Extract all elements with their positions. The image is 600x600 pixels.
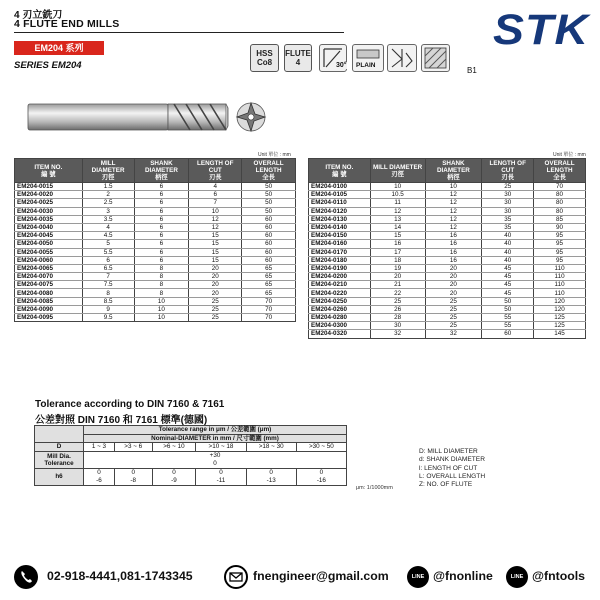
value-cell: 12: [425, 215, 482, 223]
tol-range: >18 ~ 30: [246, 443, 296, 452]
value-cell: 3.5: [82, 215, 134, 223]
material-badge: HSS Co8: [250, 44, 279, 72]
value-cell: 20: [189, 273, 242, 281]
item-number-cell: EM204-0140: [309, 223, 371, 231]
value-cell: 12: [189, 223, 242, 231]
title-divider: [14, 32, 344, 33]
item-number-cell: EM204-0095: [15, 314, 83, 322]
value-cell: 10: [134, 305, 189, 313]
table-row: [15, 281, 296, 289]
table-row: [309, 305, 586, 313]
value-cell: 50: [242, 183, 296, 191]
value-cell: 30: [482, 191, 534, 199]
tol-h6-upper: 0: [152, 468, 196, 477]
spec-table-left: [14, 158, 296, 322]
tol-h6-upper: 0: [196, 468, 246, 477]
value-cell: 40: [482, 240, 534, 248]
value-cell: 10.5: [370, 191, 425, 199]
value-cell: 60: [242, 240, 296, 248]
value-cell: 110: [534, 289, 586, 297]
item-number-cell: EM204-0180: [309, 256, 371, 264]
unit-note-left: Unit 單位 : mm: [258, 152, 291, 158]
col-header-mill-diameter: MILL DIAMETER 刃徑: [82, 159, 134, 183]
table-row: [309, 289, 586, 297]
item-number-cell: EM204-0260: [309, 305, 371, 313]
tol-h6-upper: 0: [114, 468, 152, 477]
tol-h6-lower: -9: [152, 477, 196, 486]
tol-nominal-header: Nominal-DIAMETER in mm / 尺寸範圍 (mm): [84, 434, 347, 443]
value-cell: 60: [242, 232, 296, 240]
line-app-icon: LINE: [407, 566, 429, 588]
value-cell: 9: [82, 305, 134, 313]
value-cell: 10: [370, 183, 425, 191]
table-row: [309, 330, 586, 338]
item-number-cell: EM204-0085: [15, 297, 83, 305]
value-cell: 12: [425, 223, 482, 231]
value-cell: 4: [189, 183, 242, 191]
value-cell: 10: [189, 207, 242, 215]
value-cell: 95: [534, 248, 586, 256]
table-row: [15, 256, 296, 264]
value-cell: 95: [534, 256, 586, 264]
value-cell: 14: [370, 223, 425, 231]
item-number-cell: EM204-0055: [15, 248, 83, 256]
col-header-item: ITEM NO. 編 號: [15, 159, 83, 183]
value-cell: 95: [534, 232, 586, 240]
value-cell: 20: [189, 281, 242, 289]
value-cell: 120: [534, 297, 586, 305]
table-row: [309, 232, 586, 240]
helix-angle-label: 30°: [336, 62, 347, 69]
value-cell: 65: [242, 281, 296, 289]
item-number-cell: EM204-0220: [309, 289, 371, 297]
value-cell: 20: [370, 273, 425, 281]
tol-h6-lower: -11: [196, 477, 246, 486]
legend-item: l: LENGTH OF CUT: [419, 464, 478, 472]
value-cell: 10: [425, 183, 482, 191]
value-cell: 70: [242, 297, 296, 305]
value-cell: 35: [482, 215, 534, 223]
value-cell: 25: [370, 297, 425, 305]
value-cell: 6: [134, 240, 189, 248]
value-cell: 80: [534, 199, 586, 207]
value-cell: 45: [482, 264, 534, 272]
tol-range-header: Tolerance range in μm / 公差範圍 (μm): [84, 426, 347, 435]
spec-table-right: [308, 158, 586, 339]
value-cell: 50: [242, 207, 296, 215]
value-cell: 110: [534, 281, 586, 289]
value-cell: 25: [425, 305, 482, 313]
value-cell: 60: [242, 215, 296, 223]
table-row: [15, 264, 296, 272]
table-row: [15, 191, 296, 199]
tol-range: >30 ~ 50: [296, 443, 346, 452]
value-cell: 120: [534, 305, 586, 313]
line-id-fntools[interactable]: @fntools: [532, 569, 585, 583]
table-row: [309, 207, 586, 215]
email-address[interactable]: fnengineer@gmail.com: [253, 569, 389, 583]
tol-mill-upper: +30: [84, 451, 347, 460]
table-row: [309, 297, 586, 305]
value-cell: 6: [134, 248, 189, 256]
value-cell: 45: [482, 289, 534, 297]
table-row: [15, 297, 296, 305]
value-cell: 8: [82, 289, 134, 297]
value-cell: 95: [534, 240, 586, 248]
end-view-icon: [237, 103, 265, 131]
tolerance-table: [34, 425, 347, 486]
tol-h6-upper: 0: [84, 468, 115, 477]
tol-corner-cell: [35, 426, 84, 435]
spec-table-right-body: [309, 183, 586, 339]
value-cell: 16: [370, 240, 425, 248]
item-number-cell: EM204-0070: [15, 273, 83, 281]
value-cell: 2.5: [82, 199, 134, 207]
value-cell: 6: [134, 215, 189, 223]
value-cell: 80: [534, 207, 586, 215]
value-cell: 20: [425, 289, 482, 297]
value-cell: 32: [425, 330, 482, 338]
tol-h6-label: h6: [35, 468, 84, 485]
value-cell: 26: [370, 305, 425, 313]
item-number-cell: EM204-0150: [309, 232, 371, 240]
value-cell: 25: [189, 314, 242, 322]
table-row: [309, 240, 586, 248]
value-cell: 19: [370, 264, 425, 272]
item-number-cell: EM204-0040: [15, 223, 83, 231]
value-cell: 8: [134, 281, 189, 289]
unit-note-right: Unit 單位 : mm: [553, 152, 586, 158]
value-cell: 50: [482, 305, 534, 313]
value-cell: 13: [370, 215, 425, 223]
value-cell: 11: [370, 199, 425, 207]
value-cell: 60: [482, 330, 534, 338]
table-row: [15, 305, 296, 313]
value-cell: 6: [134, 183, 189, 191]
value-cell: 45: [482, 273, 534, 281]
value-cell: 20: [189, 264, 242, 272]
value-cell: 110: [534, 264, 586, 272]
title-chinese: 4 刃立銑刀: [14, 10, 63, 21]
col-header-length-of-cut: LENGTH OF CUT 刃長: [482, 159, 534, 183]
value-cell: 6: [134, 207, 189, 215]
col-header-shank-diameter: SHANK DIAMETER 柄徑: [425, 159, 482, 183]
value-cell: 6: [134, 256, 189, 264]
item-number-cell: EM204-0025: [15, 199, 83, 207]
item-number-cell: EM204-0130: [309, 215, 371, 223]
tol-h6-lower: -13: [246, 477, 296, 486]
value-cell: 40: [482, 232, 534, 240]
item-number-cell: EM204-0210: [309, 281, 371, 289]
col-header-overall-length: OVERALL LENGTH 全長: [242, 159, 296, 183]
value-cell: 17: [370, 248, 425, 256]
tol-h6-lower: -8: [114, 477, 152, 486]
value-cell: 90: [534, 223, 586, 231]
item-number-cell: EM204-0045: [15, 232, 83, 240]
value-cell: 125: [534, 322, 586, 330]
value-cell: 28: [370, 314, 425, 322]
item-number-cell: EM204-0100: [309, 183, 371, 191]
table-row: [309, 191, 586, 199]
table-row: [15, 232, 296, 240]
value-cell: 8: [134, 273, 189, 281]
legend-item: Z: NO. OF FLUTE: [419, 481, 473, 489]
value-cell: 65: [242, 273, 296, 281]
value-cell: 15: [189, 248, 242, 256]
value-cell: 65: [242, 289, 296, 297]
value-cell: 15: [189, 240, 242, 248]
tolerance-title-chinese: 公差對照 DIN 7160 和 7161 標準(德國): [35, 415, 208, 426]
value-cell: 1.5: [82, 183, 134, 191]
value-cell: 6: [134, 232, 189, 240]
table-row: [309, 223, 586, 231]
value-cell: 15: [189, 232, 242, 240]
table-row: [15, 223, 296, 231]
value-cell: 8.5: [82, 297, 134, 305]
table-row: [15, 207, 296, 215]
table-row: [309, 256, 586, 264]
tolerance-unit-note: μm: 1/1000mm: [356, 485, 393, 491]
brand-logo: STK: [493, 6, 590, 54]
table-row: [15, 273, 296, 281]
page-tag: B1: [467, 66, 477, 75]
table-row: [15, 289, 296, 297]
tol-range: >3 ~ 6: [114, 443, 152, 452]
tol-range: >6 ~ 10: [152, 443, 196, 452]
value-cell: 6: [134, 191, 189, 199]
tol-h6-lower: -6: [84, 477, 115, 486]
table-row: [309, 248, 586, 256]
series-badge: EM204 系列: [14, 41, 104, 55]
value-cell: 20: [425, 273, 482, 281]
value-cell: 6: [134, 199, 189, 207]
value-cell: 6: [134, 223, 189, 231]
value-cell: 25: [189, 297, 242, 305]
value-cell: 5: [82, 240, 134, 248]
col-header-item: ITEM NO. 編 號: [309, 159, 371, 183]
value-cell: 60: [242, 248, 296, 256]
item-number-cell: EM204-0120: [309, 207, 371, 215]
col-header-overall-length: OVERALL LENGTH 全長: [534, 159, 586, 183]
value-cell: 9.5: [82, 314, 134, 322]
tol-h6-upper: 0: [296, 468, 346, 477]
item-number-cell: EM204-0190: [309, 264, 371, 272]
value-cell: 12: [425, 207, 482, 215]
table-row: [15, 215, 296, 223]
table-row: [309, 281, 586, 289]
value-cell: 16: [425, 248, 482, 256]
item-number-cell: EM204-0035: [15, 215, 83, 223]
value-cell: 25: [482, 183, 534, 191]
value-cell: 25: [425, 297, 482, 305]
page-title: 4 FLUTE END MILLS: [14, 18, 120, 30]
value-cell: 145: [534, 330, 586, 338]
col-header-shank-diameter: SHANK DIAMETER 柄徑: [134, 159, 189, 183]
value-cell: 8: [134, 264, 189, 272]
item-number-cell: EM204-0075: [15, 281, 83, 289]
value-cell: 35: [482, 223, 534, 231]
value-cell: 4: [82, 223, 134, 231]
series-label: SERIES EM204: [14, 60, 82, 71]
value-cell: 125: [534, 314, 586, 322]
value-cell: 70: [242, 314, 296, 322]
phone-numbers[interactable]: 02-918-4441,081-1743345: [47, 569, 193, 583]
col-header-mill-diameter: MILL DIAMETER 刃徑: [370, 159, 425, 183]
value-cell: 50: [242, 199, 296, 207]
item-number-cell: EM204-0090: [15, 305, 83, 313]
item-number-cell: EM204-0170: [309, 248, 371, 256]
item-number-cell: EM204-0320: [309, 330, 371, 338]
shank-shape: [28, 104, 168, 130]
value-cell: 12: [425, 191, 482, 199]
value-cell: 15: [370, 232, 425, 240]
value-cell: 8: [134, 289, 189, 297]
value-cell: 2: [82, 191, 134, 199]
value-cell: 55: [482, 322, 534, 330]
table-row: [15, 240, 296, 248]
end-mill-illustration: [14, 96, 272, 142]
value-cell: 10: [134, 314, 189, 322]
value-cell: 30: [370, 322, 425, 330]
line-id-fnonline[interactable]: @fnonline: [433, 569, 493, 583]
value-cell: 16: [425, 240, 482, 248]
value-cell: 16: [425, 232, 482, 240]
item-number-cell: EM204-0065: [15, 264, 83, 272]
value-cell: 80: [534, 191, 586, 199]
value-cell: 70: [534, 183, 586, 191]
table-row: [309, 322, 586, 330]
table-row: [309, 215, 586, 223]
email-icon[interactable]: [224, 565, 248, 589]
value-cell: 50: [482, 297, 534, 305]
value-cell: 65: [242, 264, 296, 272]
value-cell: 32: [370, 330, 425, 338]
value-cell: 110: [534, 273, 586, 281]
phone-icon[interactable]: [14, 565, 38, 589]
value-cell: 7: [82, 273, 134, 281]
item-number-cell: EM204-0060: [15, 256, 83, 264]
value-cell: 25: [189, 305, 242, 313]
line-app-icon: LINE: [506, 566, 528, 588]
tol-h6-lower: -16: [296, 477, 346, 486]
value-cell: 10: [134, 297, 189, 305]
item-number-cell: EM204-0300: [309, 322, 371, 330]
tol-range: 1 ~ 3: [84, 443, 115, 452]
value-cell: 40: [482, 256, 534, 264]
legend-item: d: SHANK DIAMETER: [419, 456, 485, 464]
tolerance-title: Tolerance according to DIN 7160 & 7161: [35, 399, 225, 410]
value-cell: 21: [370, 281, 425, 289]
helix-angle-icon: [319, 44, 347, 72]
value-cell: 6: [189, 191, 242, 199]
tol-range: >10 ~ 18: [196, 443, 246, 452]
value-cell: 60: [242, 256, 296, 264]
value-cell: 5.5: [82, 248, 134, 256]
cutting-direction-icon: [387, 44, 417, 72]
table-row: [309, 199, 586, 207]
value-cell: 22: [370, 289, 425, 297]
item-number-cell: EM204-0030: [15, 207, 83, 215]
value-cell: 7.5: [82, 281, 134, 289]
value-cell: 40: [482, 248, 534, 256]
tol-mill-lower: 0: [84, 460, 347, 469]
value-cell: 20: [189, 289, 242, 297]
item-number-cell: EM204-0080: [15, 289, 83, 297]
value-cell: 45: [482, 281, 534, 289]
item-number-cell: EM204-0250: [309, 297, 371, 305]
value-cell: 20: [425, 264, 482, 272]
value-cell: 16: [425, 256, 482, 264]
value-cell: 50: [242, 191, 296, 199]
col-header-length-of-cut: LENGTH OF CUT 刃長: [189, 159, 242, 183]
item-number-cell: EM204-0020: [15, 191, 83, 199]
value-cell: 30: [482, 199, 534, 207]
value-cell: 20: [425, 281, 482, 289]
value-cell: 12: [189, 215, 242, 223]
value-cell: 55: [482, 314, 534, 322]
value-cell: 30: [482, 207, 534, 215]
table-row: [309, 264, 586, 272]
item-number-cell: EM204-0105: [309, 191, 371, 199]
item-number-cell: EM204-0050: [15, 240, 83, 248]
shank-type-icon: [352, 44, 384, 72]
value-cell: 3: [82, 207, 134, 215]
item-number-cell: EM204-0110: [309, 199, 371, 207]
value-cell: 85: [534, 215, 586, 223]
table-row: [15, 183, 296, 191]
tol-h6-upper: 0: [246, 468, 296, 477]
table-row: [309, 183, 586, 191]
value-cell: 4.5: [82, 232, 134, 240]
table-row: [309, 314, 586, 322]
table-row: [15, 199, 296, 207]
table-row: [15, 248, 296, 256]
value-cell: 6: [82, 256, 134, 264]
item-number-cell: EM204-0200: [309, 273, 371, 281]
shank-type-label: PLAIN: [356, 62, 376, 69]
spec-table-left-body: [15, 183, 296, 322]
value-cell: 12: [370, 207, 425, 215]
item-number-cell: EM204-0280: [309, 314, 371, 322]
table-row: [15, 314, 296, 322]
tol-d-label: D: [35, 443, 84, 452]
legend-item: L: OVERALL LENGTH: [419, 472, 486, 480]
value-cell: 15: [189, 256, 242, 264]
value-cell: 7: [189, 199, 242, 207]
symbol-legend: [419, 448, 485, 489]
value-cell: 18: [370, 256, 425, 264]
legend-item: D: MILL DIAMETER: [419, 448, 478, 455]
tol-mill-label: Mill Dia. Tolerance: [35, 451, 84, 468]
value-cell: 25: [425, 322, 482, 330]
item-number-cell: EM204-0015: [15, 183, 83, 191]
item-number-cell: EM204-0160: [309, 240, 371, 248]
value-cell: 60: [242, 223, 296, 231]
value-cell: 25: [425, 314, 482, 322]
value-cell: 6.5: [82, 264, 134, 272]
material-suitability-icon: [421, 44, 450, 72]
table-row: [309, 273, 586, 281]
value-cell: 70: [242, 305, 296, 313]
value-cell: 12: [425, 199, 482, 207]
flute-badge: FLUTE 4: [284, 44, 312, 72]
